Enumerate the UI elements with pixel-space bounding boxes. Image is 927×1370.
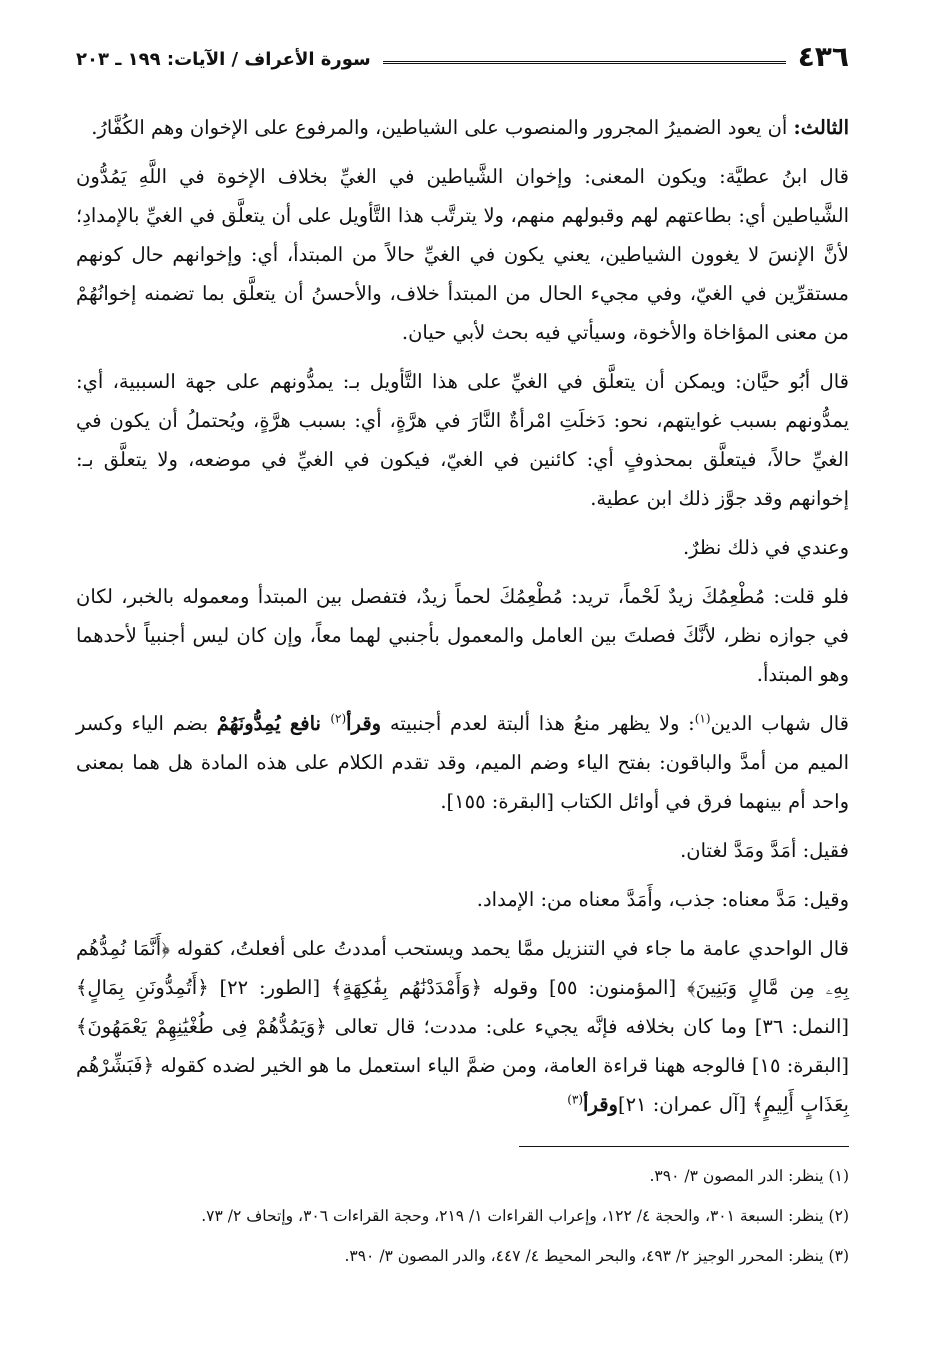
footnote: (١) ينظر: الدر المصون ٣/ ٣٩٠. <box>649 1167 849 1185</box>
footnote: (٣) ينظر: المحرر الوجيز ٢/ ٤٩٣، والبحر المحيط ٤/ ٤٤٧، والدر المصون ٣/ ٣٩٠. <box>344 1247 849 1265</box>
paragraph-text: قال شهاب الدين <box>710 712 849 735</box>
paragraph-lead: الثالث: <box>793 116 849 139</box>
footnote-ref[interactable]: (١) <box>694 711 711 726</box>
paragraph-text: أن يعود الضميرُ المجرور والمنصوب على الشياطين، والمرفوع على الإخوان وهم الكُفَّارُ. <box>91 116 794 139</box>
paragraph <box>76 108 849 147</box>
footnote: (٢) ينظر: السبعة ٣٠١، والحجة ٤/ ١٢٢، وإعراب القراءات ١/ ٢١٩، وحجة القراءات ٣٠٦، وإتحاف ٢/ ٧٣. <box>201 1207 849 1225</box>
paragraph-text: وقيل: مَدَّ معناه: جذب، وأَمَدَّ معناه من: الإمداد. <box>476 888 849 911</box>
paragraph <box>76 362 849 518</box>
reader-name: نافع يُمِدُّونَهُمْ <box>216 712 331 735</box>
paragraph <box>76 929 849 1124</box>
page-number: ٤٣٦ <box>797 40 849 73</box>
paragraph <box>76 577 849 694</box>
footnote-ref[interactable]: (٢) <box>330 711 347 726</box>
paragraph <box>76 528 849 567</box>
footnotes <box>76 1161 849 1271</box>
footnote-ref[interactable]: (٣) <box>567 1092 584 1107</box>
paragraph <box>76 831 849 870</box>
running-header <box>76 38 849 72</box>
paragraph-text: : ولا يظهر منعُ هذا ألبتة لعدم أجنبيته <box>381 712 695 735</box>
paragraph <box>76 704 849 821</box>
paragraph <box>76 157 849 352</box>
paragraph-text: قال ابنُ عطيَّة: ويكون المعنى: وإخوان الشَّياطين في الغيِّ بخلاف الإخوة في اللَّهِ يَمُدُّون الشَّياطين أي: بطاعتهم لهم وقبولهم منهم، ولا يترتَّب هذا التَّأويل على أن يتعلَّق في الغيِّ بالإمدادِ؛ لأنَّ الإنسَ لا يغوون الشياطين، يعني يكون في الغيِّ حالاً من المبتدأ، أي: وإخوانهم حال كونهم مستقرِّين في الغيّ، وفي مجيء الحال من المبتدأ خلاف، والأحسنُ أن يتعلَّق بما تضمنه إخوانُهُمْ من معنى المؤاخاة والأخوة، وسيأتي فيه بحث لأبي حيان. <box>76 165 849 344</box>
reading-marker: وقرأ <box>583 1093 618 1116</box>
paragraph-text: وعندي في ذلك نظرٌ. <box>682 536 849 559</box>
paragraph-text: قال الواحدي عامة ما جاء في التنزيل ممَّا يحمد ويستحب أمددتُ على أفعلتُ، كقوله ﴿أَنَّمَا نُمِدُّهُم بِهِۦ مِن مَّالٍ وَبَنِينَ﴾ [المؤمنون: ٥٥] وقوله ﴿وَأَمْدَدْنَٰهُم بِفَٰكِهَةٍ﴾ [الطور: ٢٢] ﴿أَتُمِدُّونَنِ بِمَالٍ﴾ [النمل: ٣٦] وما كان بخلافه فإنَّه يجيء على: مددت؛ قال تعالى ﴿وَيَمُدُّهُمْ فِى طُغْيَٰنِهِمْ يَعْمَهُونَ﴾ [البقرة: ١٥] فالوجه ههنا قراءة العامة، ومن ضمَّ الياء استعمل ما هو الخير لضده كقوله ﴿فَبَشِّرْهُم بِعَذَابٍ أَلِيمٍ﴾ [آل عمران: ٢١] <box>76 937 849 1116</box>
paragraph-text: فقيل: أمَدَّ ومَدَّ لغتان. <box>680 839 849 862</box>
paragraph-text: فلو قلت: مُطْعِمُكَ زيدٌ لَحْماً، تريد: مُطْعِمُكَ لحماً زيدٌ، فتفصل بين المبتدأ ومعموله بالخبر، لكان في جوازه نظر، لأنَّكَ فصلتَ بين العامل والمعمول بأجنبي لهما معاً، وإن كان ليس أجنبياً لأحدهما وهو المبتدأ. <box>76 585 849 686</box>
footnote-separator <box>519 1146 849 1147</box>
reading-marker: وقرأ <box>346 712 382 735</box>
header-rule <box>383 61 786 64</box>
paragraph-text: قال أبُو حيَّان: ويمكن أن يتعلَّق في الغيِّ على هذا التَّأويل بـ: يمدُّونهم على جهة السببية، أي: يمدُّونهم بسبب غوايتهم، نحو: دَخلَتِ امْرأةٌ النَّارَ في هرَّةٍ، أي: بسبب هرَّةٍ، ويُحتملُ أن يكون في الغيِّ حالاً، فيتعلَّق بمحذوفٍ أي: كائنين في الغيّ، فيكون في الغيِّ في موضعه، ولا يتعلَّق بـ: إخوانهم وقد جوَّز ذلك ابن عطية. <box>76 370 849 510</box>
paragraph <box>76 880 849 919</box>
running-title: سورة الأعراف / الآيات: ١٩٩ ـ ٢٠٣ <box>76 49 371 70</box>
paragraph-text: بضم الياء وكسر الميم من أمدَّ والباقون: بفتح الياء وضم الميم، وقد تقدم الكلام على هذه المادة هل هما بمعنى واحد أم بينهما فرق في أوائل الكتاب [البقرة: ١٥٥]. <box>76 712 849 813</box>
main-text <box>76 108 849 1124</box>
